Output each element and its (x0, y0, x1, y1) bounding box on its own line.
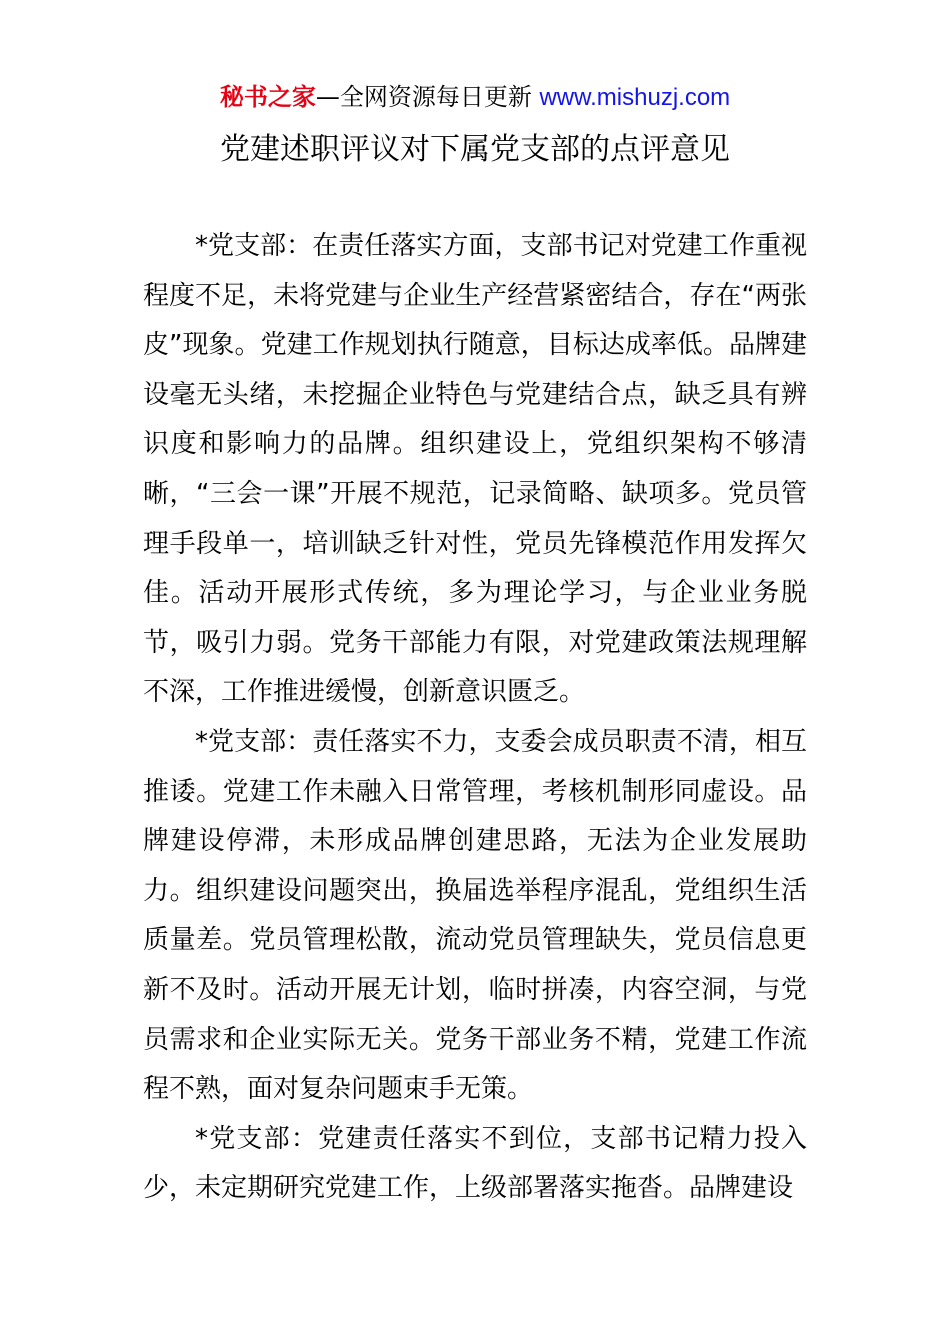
site-tagline: —全网资源每日更新 (315, 83, 540, 111)
site-url-link[interactable]: www.mishuzj.com (539, 84, 731, 111)
site-header (0, 80, 950, 115)
paragraph-3: *党支部：党建责任落实不到位，支部书记精力投入少，未定期研究党建工作，上级部署落实拖沓。品牌建设 (143, 1123, 807, 1204)
document-body (143, 222, 807, 1214)
site-brand-name: 秘书之家 (219, 83, 316, 111)
document-title: 党建述职评议对下属党支部的点评意见 (220, 132, 730, 167)
paragraph-1: *党支部：在责任落实方面，支部书记对党建工作重视程度不足，未将党建与企业生产经营紧密结合，存在“两张皮”现象。党建工作规划执行随意，目标达成率低。品牌建设毫无头绪，未挖掘企业特色与党建结合点，缺乏具有辨识度和影响力的品牌。组织建设上，党组织架构不够清晰，“三会一课”开展不规范，记录简略、缺项多。党员管理手段单一，培训缺乏针对性，党员先锋模范作用发挥欠佳。活动开展形式传统，多为理论学习，与企业业务脱节，吸引力弱。党务干部能力有限，对党建政策法规理解不深，工作推进缓慢，创新意识匮乏。 (143, 231, 807, 708)
paragraph-2: *党支部：责任落实不力，支委会成员职责不清，相互推诿。党建工作未融入日常管理，考核机制形同虚设。品牌建设停滞，未形成品牌创建思路，无法为企业发展助力。组织建设问题突出，换届选举程序混乱，党组织生活质量差。党员管理松散，流动党员管理缺失，党员信息更新不及时。活动开展无计划，临时拼凑，内容空洞，与党员需求和企业实际无关。党务干部业务不精，党建工作流程不熟，面对复杂问题束手无策。 (143, 726, 807, 1105)
